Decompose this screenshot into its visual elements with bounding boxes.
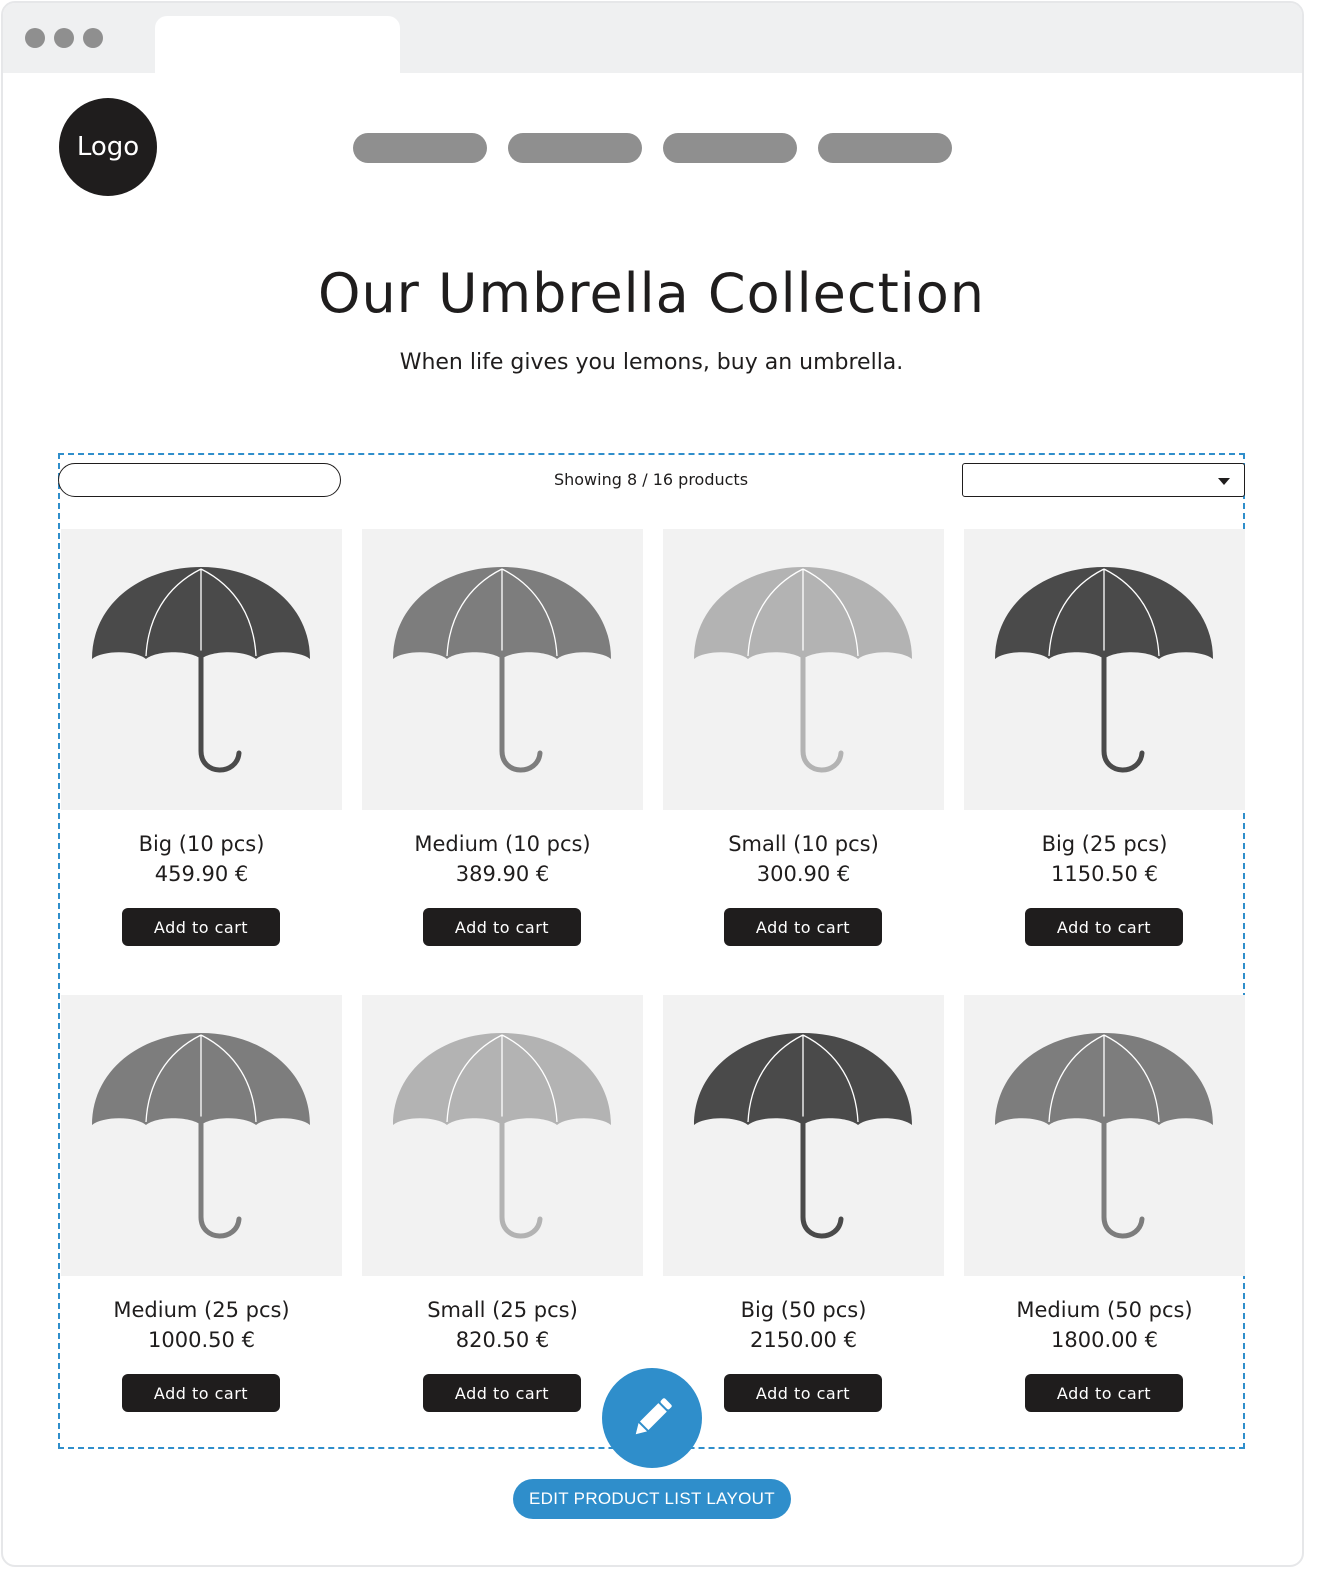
product-price: 1800.00 € <box>1051 1328 1158 1352</box>
umbrella-icon <box>362 529 643 810</box>
window-minimize-dot[interactable] <box>54 28 74 48</box>
browser-titlebar <box>3 3 1302 73</box>
sort-select[interactable] <box>962 463 1245 497</box>
product-name[interactable]: Big (25 pcs) <box>1041 832 1168 856</box>
umbrella-icon <box>61 995 342 1276</box>
product-image[interactable] <box>964 995 1245 1276</box>
product-price: 820.50 € <box>455 1328 550 1352</box>
edit-layout-fab[interactable] <box>602 1368 702 1468</box>
product-image[interactable] <box>61 995 342 1276</box>
product-name[interactable]: Medium (10 pcs) <box>414 832 591 856</box>
window-close-dot[interactable] <box>25 28 45 48</box>
product-image[interactable] <box>362 995 643 1276</box>
logo[interactable]: Logo <box>59 98 157 196</box>
add-to-cart-button[interactable]: Add to cart <box>122 1374 280 1412</box>
product-card <box>964 529 1245 969</box>
product-image[interactable] <box>663 995 944 1276</box>
product-price: 1000.50 € <box>148 1328 255 1352</box>
product-name[interactable]: Medium (25 pcs) <box>113 1298 290 1322</box>
product-card <box>61 995 342 1435</box>
product-image[interactable] <box>663 529 944 810</box>
product-price: 1150.50 € <box>1051 862 1158 886</box>
page-title: Our Umbrella Collection <box>317 262 986 325</box>
pencil-icon <box>627 1393 677 1443</box>
nav-item-4[interactable] <box>818 133 952 163</box>
product-name[interactable]: Medium (50 pcs) <box>1016 1298 1193 1322</box>
add-to-cart-button[interactable]: Add to cart <box>423 1374 581 1412</box>
add-to-cart-button[interactable]: Add to cart <box>423 908 581 946</box>
umbrella-icon <box>61 529 342 810</box>
nav-item-2[interactable] <box>508 133 642 163</box>
product-price: 459.90 € <box>154 862 249 886</box>
nav-item-3[interactable] <box>663 133 797 163</box>
product-card <box>663 995 944 1435</box>
product-price: 300.90 € <box>756 862 851 886</box>
product-image[interactable] <box>964 529 1245 810</box>
add-to-cart-button[interactable]: Add to cart <box>122 908 280 946</box>
product-name[interactable]: Big (10 pcs) <box>138 832 265 856</box>
product-image[interactable] <box>362 529 643 810</box>
add-to-cart-button[interactable]: Add to cart <box>1025 1374 1183 1412</box>
umbrella-icon <box>362 995 643 1276</box>
page-subtitle: When life gives you lemons, buy an umbrella. <box>399 350 904 375</box>
product-name[interactable]: Big (50 pcs) <box>740 1298 867 1322</box>
edit-product-list-layout-button[interactable]: EDIT PRODUCT LIST LAYOUT <box>513 1479 791 1519</box>
add-to-cart-button[interactable]: Add to cart <box>1025 908 1183 946</box>
product-card <box>964 995 1245 1435</box>
nav-item-1[interactable] <box>353 133 487 163</box>
product-name[interactable]: Small (25 pcs) <box>427 1298 578 1322</box>
add-to-cart-button[interactable]: Add to cart <box>724 908 882 946</box>
product-image[interactable] <box>61 529 342 810</box>
product-count: Showing 8 / 16 products <box>553 470 749 489</box>
product-card <box>362 529 643 969</box>
window-maximize-dot[interactable] <box>83 28 103 48</box>
add-to-cart-button[interactable]: Add to cart <box>724 1374 882 1412</box>
chevron-down-icon <box>1218 478 1230 485</box>
product-card <box>362 995 643 1435</box>
search-input[interactable] <box>58 463 341 497</box>
product-card <box>663 529 944 969</box>
umbrella-icon <box>964 995 1245 1276</box>
product-name[interactable]: Small (10 pcs) <box>728 832 879 856</box>
umbrella-icon <box>663 529 944 810</box>
product-price: 2150.00 € <box>750 1328 857 1352</box>
umbrella-icon <box>964 529 1245 810</box>
browser-tab[interactable] <box>155 16 400 76</box>
product-card <box>61 529 342 969</box>
umbrella-icon <box>663 995 944 1276</box>
product-price: 389.90 € <box>455 862 550 886</box>
